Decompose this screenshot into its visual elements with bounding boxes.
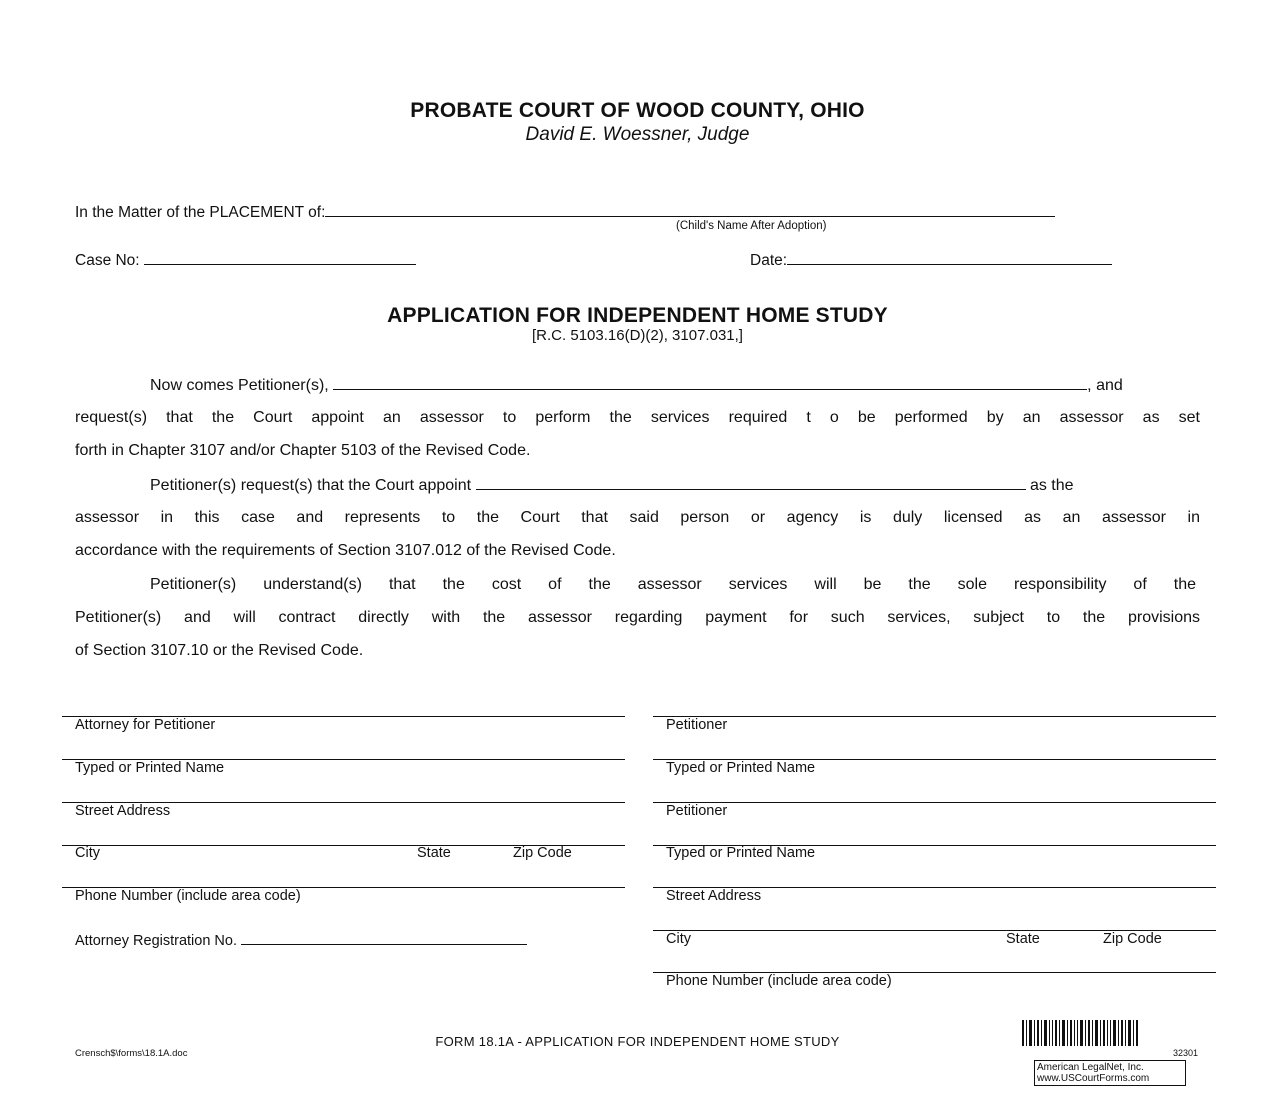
petitioner1-typed-name-label: Typed or Printed Name xyxy=(666,760,816,776)
p3-line1: Petitioner(s) understand(s) that the cost of the assessor services will be the sole responsibility of the xyxy=(150,576,1196,593)
petitioner-street-label: Street Address xyxy=(666,888,762,904)
petitioner-phone-label: Phone Number (include area code) xyxy=(666,973,892,989)
p2-line1 xyxy=(150,476,1074,495)
attorney-street-label: Street Address xyxy=(75,803,171,819)
petitioner-city-label: City xyxy=(666,931,691,947)
date-label: Date: xyxy=(750,252,788,269)
p3-line2: Petitioner(s) and will contract directly with the assessor regarding payment for such services, subject to the provisions xyxy=(75,609,1200,626)
petitioner2-label: Petitioner xyxy=(666,803,728,819)
placement-row xyxy=(75,203,1055,222)
attorney-registration-label: Attorney Registration No. xyxy=(75,933,237,949)
publisher-box xyxy=(1034,1060,1186,1086)
petitioner1-signature-line[interactable] xyxy=(653,716,1216,717)
p1-line2: request(s) that the Court appoint an assessor to perform the services required t o be performed by an assessor as set xyxy=(75,409,1200,426)
petitioner-zip-label: Zip Code xyxy=(1103,931,1162,947)
petitioner2-signature-line[interactable] xyxy=(653,802,1216,803)
footer-form-title: FORM 18.1A - APPLICATION FOR INDEPENDENT HOME STUDY xyxy=(435,1034,840,1049)
file-path: Crensch$\forms\18.1A.doc xyxy=(75,1048,188,1059)
p3-line3: of Section 3107.10 or the Revised Code. xyxy=(75,642,364,659)
p2-end: as the xyxy=(1029,477,1074,494)
date-field[interactable] xyxy=(787,251,1112,265)
case-number-field[interactable] xyxy=(144,251,416,265)
attorney-phone-label: Phone Number (include area code) xyxy=(75,888,301,904)
court-name: PROBATE COURT OF WOOD COUNTY, OHIO xyxy=(410,99,865,122)
publisher-url[interactable]: www.USCourtForms.com xyxy=(1037,1073,1150,1084)
attorney-city-label: City xyxy=(75,845,100,861)
form-title: APPLICATION FOR INDEPENDENT HOME STUDY xyxy=(387,304,888,327)
case-label: Case No: xyxy=(75,252,140,269)
p1-start: Now comes Petitioner(s), xyxy=(150,377,329,394)
p1-line3: forth in Chapter 3107 and/or Chapter 5103 of the Revised Code. xyxy=(75,442,531,459)
petitioner2-typed-name-label: Typed or Printed Name xyxy=(666,845,816,861)
child-name-field[interactable] xyxy=(325,203,1055,217)
statute-citation: [R.C. 5103.16(D)(2), 3107.031,] xyxy=(532,327,743,344)
barcode-icon xyxy=(1022,1020,1140,1046)
attorney-zip-label: Zip Code xyxy=(513,845,572,861)
p2-start: Petitioner(s) request(s) that the Court appoint xyxy=(150,477,472,494)
date-row xyxy=(750,251,1112,270)
placement-label: In the Matter of the PLACEMENT of: xyxy=(75,204,326,221)
petitioner-state-label: State xyxy=(1006,931,1040,947)
publisher-name: American LegalNet, Inc. xyxy=(1037,1062,1144,1073)
form-code: 32301 xyxy=(1173,1048,1199,1058)
child-name-caption: (Child's Name After Adoption) xyxy=(676,220,827,232)
case-row xyxy=(75,251,416,270)
petitioner1-label: Petitioner xyxy=(666,717,728,733)
attorney-registration-field[interactable] xyxy=(241,931,527,945)
p1-line1 xyxy=(150,376,1123,395)
petitioner-names-field[interactable] xyxy=(333,376,1087,390)
attorney-typed-name-label: Typed or Printed Name xyxy=(75,760,225,776)
p2-line3: accordance with the requirements of Section 3107.012 of the Revised Code. xyxy=(75,542,616,559)
attorney-registration-row xyxy=(75,931,527,949)
p1-end: , and xyxy=(1087,377,1123,394)
attorney-label: Attorney for Petitioner xyxy=(75,717,216,733)
p2-line2: assessor in this case and represents to the Court that said person or agency is duly licensed as an assessor in xyxy=(75,509,1200,526)
assessor-name-field[interactable] xyxy=(476,476,1026,490)
judge-name: David E. Woessner, Judge xyxy=(525,124,750,145)
attorney-state-label: State xyxy=(417,845,451,861)
